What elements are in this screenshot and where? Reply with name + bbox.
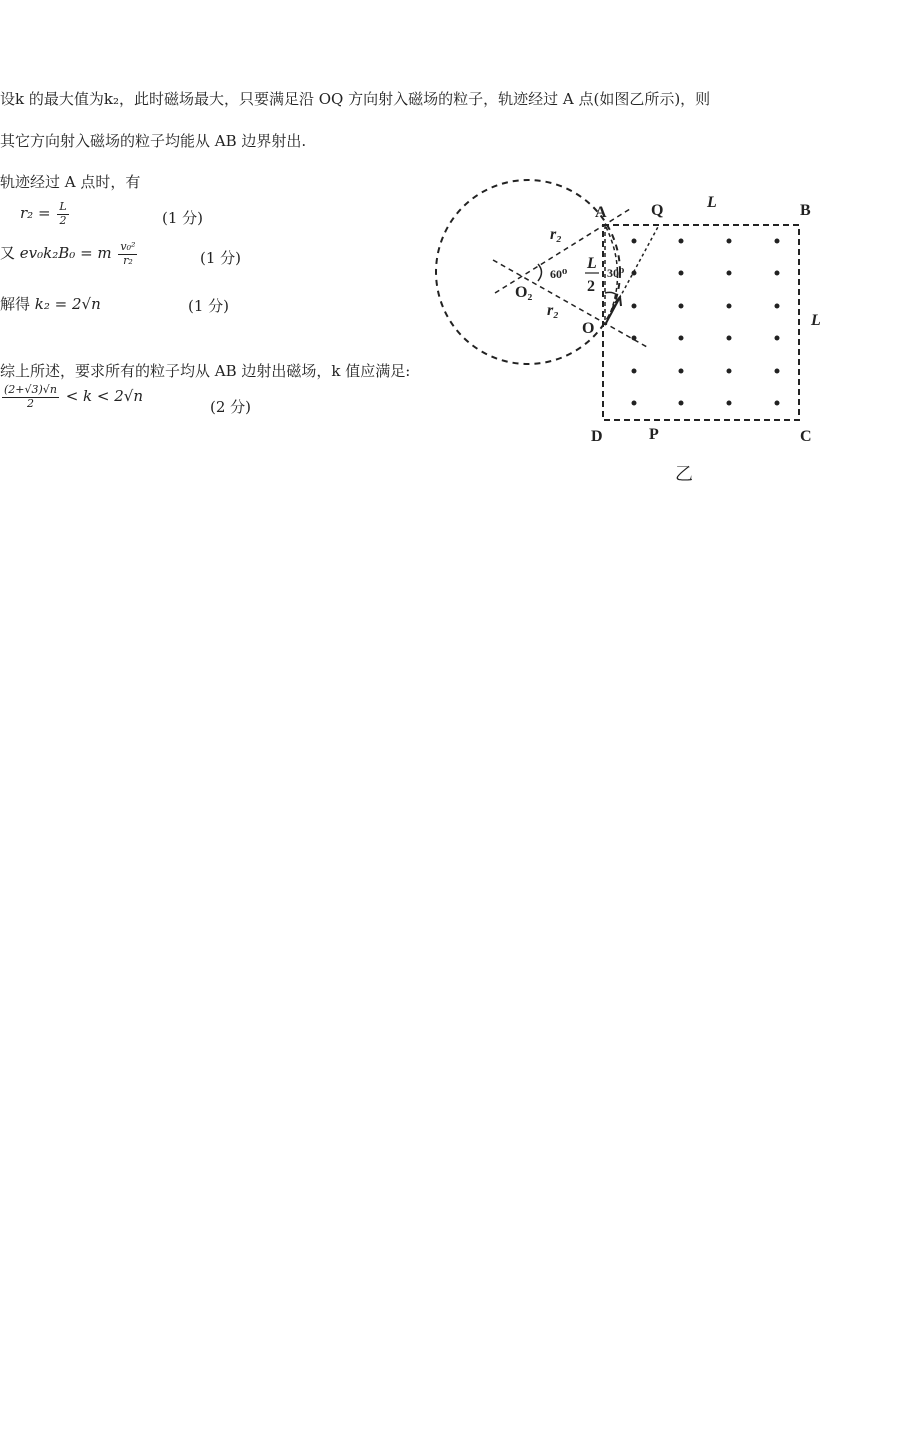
field-dot	[632, 401, 637, 406]
figure-caption: 乙	[675, 464, 693, 485]
field-dot	[775, 369, 780, 374]
field-dot	[632, 304, 637, 309]
score-eq2: (1 分)	[200, 249, 242, 267]
equation-r2-lhs: r₂ =	[20, 204, 51, 223]
label-A: A	[595, 204, 607, 221]
field-dot	[679, 271, 684, 276]
label-C: C	[800, 428, 812, 445]
field-dot	[679, 369, 684, 374]
label-half-L-num: L	[587, 255, 597, 272]
label-half-L-den: 2	[587, 278, 595, 295]
label-L-right: L	[811, 312, 821, 329]
fraction-numerator: v₀²	[120, 240, 136, 253]
label-O: O	[582, 320, 595, 337]
velocity-arrow	[605, 297, 621, 325]
equation-force-lhs: ev₀k₂B₀ = m	[19, 244, 112, 263]
fraction-numerator: L	[59, 200, 67, 213]
field-dot	[727, 239, 732, 244]
label-angle-30: 30⁰	[607, 266, 625, 280]
equation-r2	[20, 201, 71, 227]
field-dot	[679, 239, 684, 244]
fraction-v0sq-over-r2	[118, 241, 137, 267]
label-Q: Q	[651, 202, 664, 219]
equation-force-prefix: 又	[0, 244, 16, 263]
field-dot	[632, 271, 637, 276]
field-dot	[775, 304, 780, 309]
field-dot	[727, 401, 732, 406]
equation-k2-expr: k₂ = 2√n	[34, 295, 101, 313]
fraction-numerator: (2+√3)√n	[4, 383, 57, 396]
score-eq1: (1 分)	[162, 209, 204, 227]
label-P: P	[649, 426, 659, 443]
field-dot	[679, 401, 684, 406]
field-dot	[679, 336, 684, 341]
label-r2-upper: r₂	[550, 226, 562, 243]
paragraph-line-2: 其它方向射入磁场的粒子均能从 AB 边界射出.	[0, 132, 307, 150]
field-dot	[727, 271, 732, 276]
field-dot	[775, 401, 780, 406]
equation-k2	[0, 293, 101, 314]
final-inequality	[0, 384, 143, 410]
fraction-final	[2, 384, 59, 410]
label-L-top: L	[707, 194, 717, 211]
equation-force	[0, 241, 139, 267]
field-dot	[727, 336, 732, 341]
magnetic-field-diagram	[425, 175, 845, 490]
equation-k2-prefix: 解得	[0, 295, 31, 313]
field-dot	[775, 239, 780, 244]
field-dot	[679, 304, 684, 309]
score-final: (2 分)	[210, 398, 252, 416]
fraction-denominator: r₂	[123, 253, 133, 267]
score-eq3: (1 分)	[188, 297, 230, 315]
paragraph-line-1: 设k 的最大值为k₂，此时磁场最大，只要满足沿 OQ 方向射入磁场的粒子，轨迹经过 A 点(如图乙所示)，则	[0, 90, 711, 108]
field-region-square	[603, 225, 799, 420]
field-dot	[632, 336, 637, 341]
fraction-denominator: 2	[59, 213, 67, 227]
summary-line: 综上所述，要求所有的粒子均从 AB 边射出磁场，k 值应满足:	[0, 362, 411, 380]
label-r2-lower: r₂	[547, 302, 559, 319]
field-dot	[727, 304, 732, 309]
fraction-L-over-2	[57, 201, 68, 227]
field-dot	[727, 369, 732, 374]
label-B: B	[800, 202, 811, 219]
trajectory-intro: 轨迹经过 A 点时，有	[0, 173, 141, 191]
label-O2: O₂	[515, 284, 533, 301]
field-dot	[775, 336, 780, 341]
label-D: D	[591, 428, 603, 445]
angle-60-arc	[538, 264, 542, 281]
angle-30-arc	[605, 292, 617, 295]
field-dots	[632, 239, 780, 406]
field-dot	[775, 271, 780, 276]
final-inequality-rest: < k < 2√n	[65, 387, 143, 406]
field-dot	[632, 239, 637, 244]
fraction-denominator: 2	[26, 396, 34, 410]
field-dot	[632, 369, 637, 374]
label-angle-60: 60⁰	[550, 267, 568, 281]
